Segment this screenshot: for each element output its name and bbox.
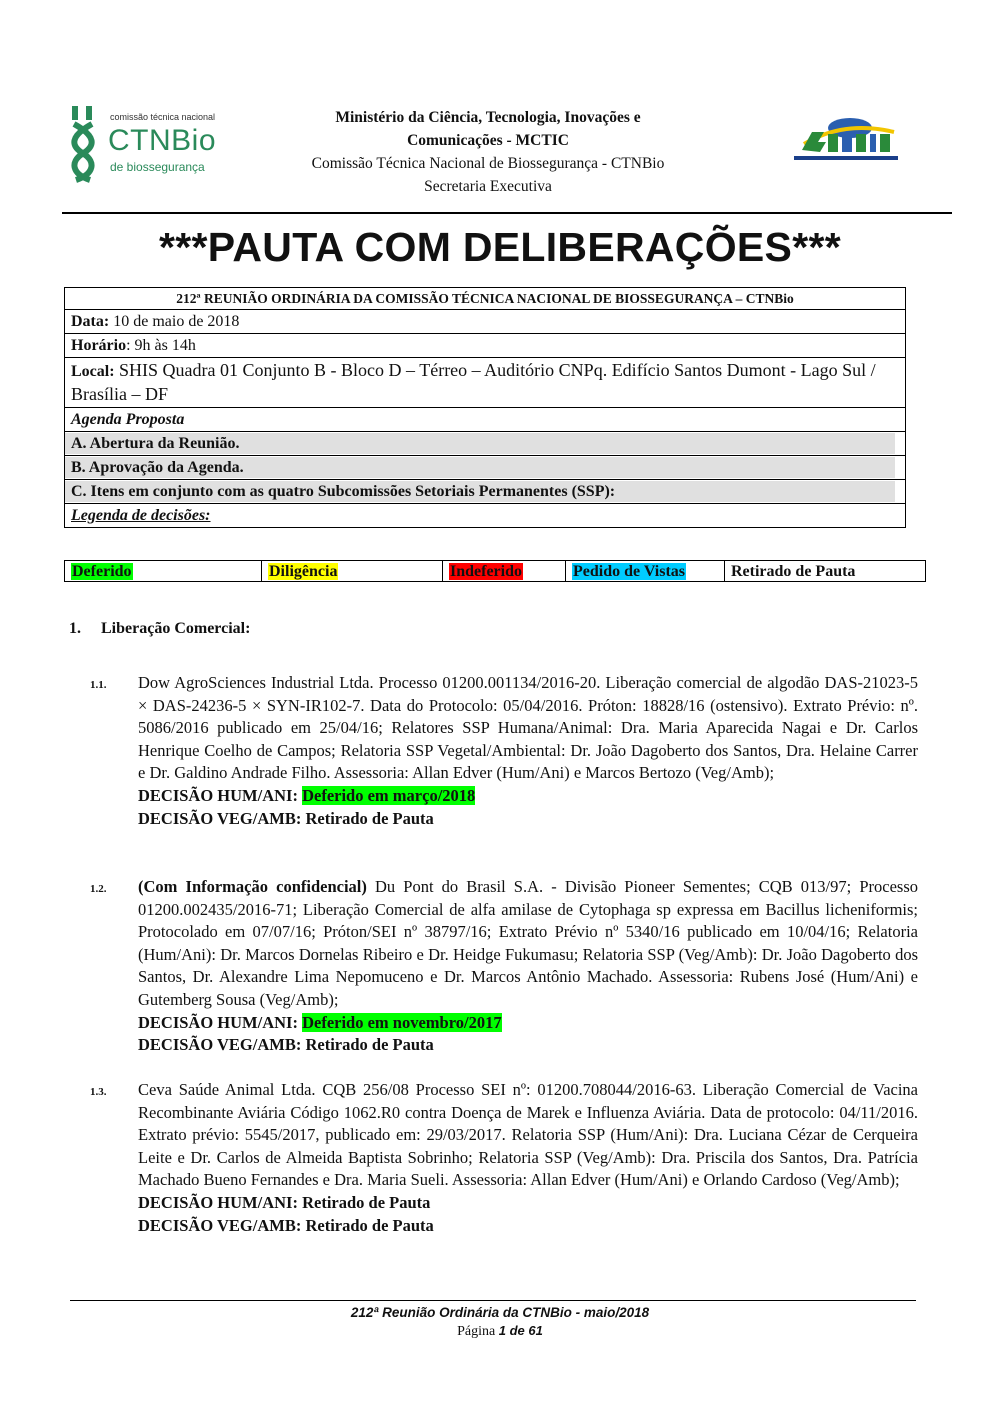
entry-text bbox=[138, 1079, 918, 1192]
page-number bbox=[0, 1322, 1000, 1341]
ctnbio-logo-sub-text: de biossegurança bbox=[110, 160, 205, 174]
agenda-entry bbox=[90, 1079, 918, 1237]
ctnbio-logo-icon bbox=[68, 102, 104, 184]
entry-text bbox=[138, 672, 918, 785]
ctnbio-logo-small-text: comissão técnica nacional bbox=[110, 112, 216, 122]
section-title: Liberação Comercial: bbox=[101, 620, 251, 637]
footer-meeting: 212ª Reunião Ordinária da CTNBio - maio/2018 bbox=[350, 1305, 650, 1320]
legend-deferido: Deferido bbox=[72, 563, 132, 580]
decision-veg-amb-label: DECISÃO VEG/AMB: bbox=[138, 1035, 306, 1055]
meeting-title: 212ª REUNIÃO ORDINÁRIA DA COMISSÃO TÉCNICA NACIONAL DE BIOSSEGURANÇA – CTNBio bbox=[65, 288, 905, 310]
agenda-item-b bbox=[65, 456, 905, 480]
decision-hum-ani bbox=[138, 1192, 918, 1215]
header-secretariat: Secretaria Executiva bbox=[424, 178, 552, 195]
decision-hum-ani bbox=[138, 1012, 918, 1035]
ctnbio-logo bbox=[68, 102, 238, 184]
page-footer bbox=[0, 1304, 1000, 1341]
agenda-item-a-text: A. Abertura da Reunião. bbox=[65, 433, 895, 454]
decision-hum-ani-label: DECISÃO HUM/ANI: bbox=[138, 1012, 303, 1032]
section-heading bbox=[69, 620, 250, 638]
decision-hum-ani-label: DECISÃO HUM/ANI: bbox=[138, 1192, 303, 1212]
header-commission: Comissão Técnica Nacional de Biossegurança - CTNBio bbox=[311, 155, 665, 172]
ctnbio-logo-name: CTNBio bbox=[108, 124, 217, 157]
decision-veg-amb-value: Retirado de Pauta bbox=[305, 1215, 434, 1235]
entry-body: Ceva Saúde Animal Ltda. CQB 256/08 Processo SEI nº: 01200.708044/2016-63. Liberação Comercial de Vacina Recombinante Aviária Código 1062.R0 contra Doença de Marek e Influenza Aviária. Data de protocolo: 04/11/2016. Extrato prévio: 5545/2017, publicado em: 29/03/2017. Relatoria SSP (Hum/Ani): Dra. Luciana Cézar de Cerqueira Leite e Dr. Carlos de Almeida Baptista Sobrinho; Relatoria SSP (Veg/Amb): Dra. Priscila dos Santos, Dra. Patrícia Machado Bueno Fernandes e Dra. Maria Sueli. Assessoria: Allan Edver (Hum/Ani) e Orlando Cardoso (Veg/Amb); bbox=[138, 1080, 918, 1190]
meeting-time bbox=[65, 334, 905, 358]
decision-veg-amb-label: DECISÃO VEG/AMB: bbox=[138, 808, 306, 828]
legend-diligencia: Diligência bbox=[269, 563, 338, 580]
decision-hum-ani-label: DECISÃO HUM/ANI: bbox=[138, 785, 303, 805]
decision-veg-amb bbox=[138, 1034, 918, 1057]
meeting-info-box bbox=[64, 287, 906, 528]
decision-legend bbox=[64, 560, 926, 582]
decision-veg-amb-value: Retirado de Pauta bbox=[305, 808, 434, 828]
legend-heading-row bbox=[65, 504, 905, 527]
decision-veg-amb-value: Retirado de Pauta bbox=[305, 1035, 434, 1055]
meeting-date-value: 10 de maio de 2018 bbox=[109, 313, 240, 330]
agenda-entry bbox=[90, 876, 918, 1057]
header-block bbox=[262, 106, 714, 198]
agenda-item-a bbox=[65, 432, 905, 456]
agenda-entry bbox=[90, 672, 918, 830]
agenda-heading: Agenda Proposta bbox=[65, 408, 905, 432]
decision-veg-amb bbox=[138, 808, 918, 831]
entry-text bbox=[138, 876, 918, 1012]
decision-veg-amb bbox=[138, 1215, 918, 1238]
header-ministry-line2: Comunicações - MCTIC bbox=[407, 132, 569, 149]
header-ministry-line1: Ministério da Ciência, Tecnologia, Inovações e bbox=[335, 109, 641, 126]
legend-deferido-cell bbox=[65, 561, 262, 581]
page-title: ***PAUTA COM DELIBERAÇÕES*** bbox=[159, 224, 841, 270]
page-number-sep: de bbox=[505, 1323, 529, 1338]
decision-veg-amb-label: DECISÃO VEG/AMB: bbox=[138, 1215, 306, 1235]
agenda-item-c-text: C. Itens em conjunto com as quatro Subcomissões Setoriais Permanentes (SSP): bbox=[65, 481, 895, 502]
decision-hum-ani-value: Retirado de Pauta bbox=[302, 1192, 431, 1212]
legend-indeferido-cell bbox=[443, 561, 566, 581]
meeting-time-label: Horário bbox=[71, 337, 127, 354]
legend-diligencia-cell bbox=[262, 561, 443, 581]
entry-number: 1.2. bbox=[90, 883, 107, 895]
agenda-item-c bbox=[65, 480, 905, 504]
meeting-location-value: SHIS Quadra 01 Conjunto B - Bloco D – Térreo – Auditório CNPq. Edifício Santos Dumont - Lago Sul / Brasília – DF bbox=[71, 360, 876, 404]
meeting-time-value: : 9h às 14h bbox=[126, 337, 196, 354]
decision-hum-ani-value: Deferido em novembro/2017 bbox=[302, 1012, 502, 1032]
entry-body: Du Pont do Brasil S.A. - Divisão Pioneer Sementes; CQB 013/97; Processo 01200.002435/2016-71; Liberação Comercial de alfa amilase de Cytophaga sp expressa em Bacillus licheniformis; Protocolado em 07/07/16; Próton/SEI nº 38797/16; Extrato Prévio nº 5340/16 publicado em 10/04/16; Relatoria (Hum/Ani): Dr. Marcos Dornelas Ribeiro e Dr. Heidge Fukumasu; Relatoria SSP (Veg/Amb): Dr. João Dagoberto dos Santos, Dr. Alexandre Lima Nepomuceno e Dr. Marcos Antônio Machado. Assessoria: Rubens José (Hum/Ani) e Gutemberg Sousa (Veg/Amb); bbox=[138, 877, 919, 1009]
meeting-date-label: Data: bbox=[71, 313, 110, 330]
entry-number: 1.1. bbox=[90, 679, 107, 691]
entry-number: 1.3. bbox=[90, 1086, 107, 1098]
meeting-location bbox=[65, 358, 905, 408]
legend-heading: Legenda de decisões: bbox=[71, 507, 211, 524]
legend-retirado: Retirado de Pauta bbox=[731, 563, 856, 580]
decision-hum-ani bbox=[138, 785, 918, 808]
entry-body: Dow AgroSciences Industrial Ltda. Processo 01200.001134/2016-20. Liberação comercial de algodão DAS-21023-5 × DAS-24236-5 × SYN-IR102-7. Data do Protocolo: 05/04/2016. Próton: 18828/16 (ostensivo). Extrato Prévio: nº. 5086/2016 publicado em 25/04/16; Relatores SSP Humana/Animal: Dra. Maria Aparecida Nagai e Dr. Carlos Henrique Coelho de Campos; Relatoria SSP Vegetal/Ambiental: Dr. João Dagoberto dos Santos, Dra. Helaine Carrer e Dr. Galdino Andrade Filho. Assessoria: Allan Edver (Hum/Ani) e Marcos Bertozo (Veg/Amb); bbox=[138, 673, 918, 783]
legend-indeferido: Indeferido bbox=[450, 563, 522, 580]
header-divider bbox=[62, 212, 952, 214]
page-number-total: 61 bbox=[528, 1323, 543, 1338]
meeting-location-label: Local: bbox=[71, 363, 115, 380]
agenda-item-b-text: B. Aprovação da Agenda. bbox=[65, 457, 895, 478]
decision-hum-ani-value: Deferido em março/2018 bbox=[302, 785, 476, 805]
brasil-governo-federal-logo-icon bbox=[784, 110, 904, 170]
page-number-prefix: Página bbox=[457, 1324, 499, 1339]
brasil-governo-federal-logo bbox=[784, 110, 904, 170]
footer-divider bbox=[70, 1300, 916, 1301]
meeting-date bbox=[65, 310, 905, 334]
section-number: 1. bbox=[69, 620, 81, 637]
legend-pedido-vistas: Pedido de Vistas bbox=[573, 563, 686, 580]
legend-retirado-cell bbox=[725, 561, 925, 581]
page-number-current: 1 bbox=[498, 1323, 506, 1338]
legend-pedido-vistas-cell bbox=[566, 561, 725, 581]
entry-prefix: (Com Informação confidencial) bbox=[138, 877, 367, 896]
